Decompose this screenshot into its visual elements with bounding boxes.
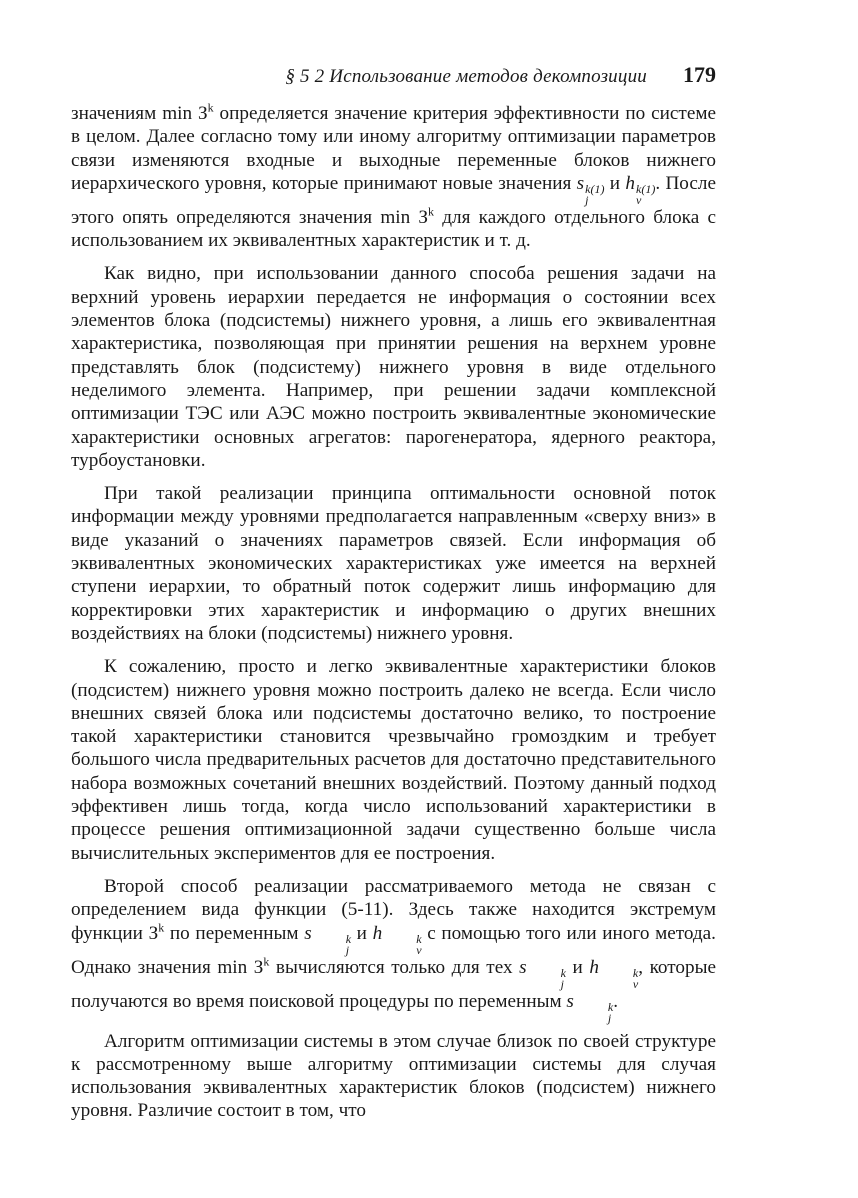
running-head [71,62,716,102]
book-page [71,62,716,1133]
math-symbol: s k j [519,956,566,991]
paragraph-6: Алгоритм оптимизации системы в этом случае близок по своей структуре к рассмотренному выше алгоритму оптимизации системы для случая использования эквивалентных характеристик блоков (подсистем) нижнего уровня. Различие состоит в том, что [71,1030,716,1122]
running-head-title: § 5 2 Использование методов декомпозиции [285,66,647,87]
paragraph-4: К сожалению, просто и легко эквивалентные характеристики блоков (подсистем) нижнего уровня можно построить далеко не всегда. Если число внешних связей блока или подсистемы достаточно велико, то построение такой характеристики становится чрезвычайно громоздким и требует большого числа предварительных расчетов для достаточно представительного набора возможных сочетаний внешних воздействий. Поэтому данный подход эффективен лишь тогда, когда число использований характеристики в процессе решения оптимизационной задачи существенно больше числа вычислительных экспериментов для ее построения. [71,656,716,864]
math-symbol: s k j [304,922,352,957]
math-symbol: $\min З^k$ [217,954,270,978]
paragraph-1: значениям $\min З^k$ определяется значение критерия эффективности по системе в целом. Далее согласно тому или иному алгоритму оптимизации параметров связи изменяются входные и выходные переменные блоков нижнего иерархического уровня, которые принимают новые значения s k(1) j и h k(1) v . После этого опять определяются значения $\min З^k$ для каждого отдельного блока с использованием их эквивалентных характеристик и т. д. [71,100,716,252]
paragraph-2: Как видно, при использовании данного способа решения задачи на верхний уровень иерархии передается не информация о состоянии всех элементов блока (подсистемы) нижнего уровня, а лишь его эквивалентная характеристика, позволяющая при принятии решения на верхнем уровне представлять блок (подсистему) нижнего уровня в виде отдельного неделимого элемента. Например, при решении задачи комплексной оптимизации ТЭС или АЭС можно построить эквивалентные экономические характеристики основных агрегатов: парогенератора, ядерного реактора, турбоустановки. [71,263,716,471]
math-symbol: s k(1) j [576,172,605,207]
paragraph-3: При такой реализации принципа оптимальности основной поток информации между уровнями предполагается направленным «сверху вниз» в виде указаний о значениях параметров связей. Если информация об эквивалентных экономических характеристиках уже имеется на верхней ступени иерархии, то обратный поток содержит лишь информацию для корректировки этих характеристик и информацию о других внешних воздействиях на блоки (подсистемы) нижнего уровня. [71,483,716,644]
paragraph-5: Второй способ реализации рассматриваемого метода не связан с определением вида функции (5-11). Здесь также находится экстремум функции $З^k$ по переменным s k j и h k v с помощью того или иного метода. Однако значения $\min З^k$ вычисляются только для тех s k j и h k v , которые получаются во время поисковой процедуры по переменным s k j . [71,875,717,1025]
math-symbol: h k v [589,956,639,991]
math-symbol: $\min З^k$ [162,100,214,124]
page-number: 179 [683,62,716,87]
math-symbol: s k j [566,990,614,1025]
math-symbol: $\min З^k$ [380,204,435,228]
math-symbol: h k v [372,922,422,957]
body-text [71,102,716,1123]
math-symbol: $З^k$ [148,920,165,944]
math-symbol: h k(1) v [625,172,656,207]
